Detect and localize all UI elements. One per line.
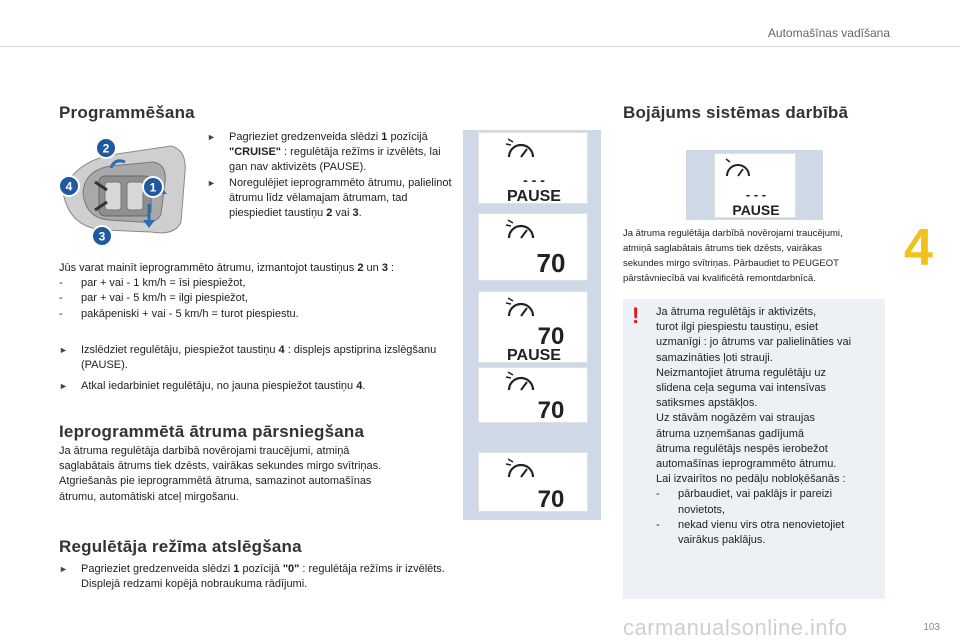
display-speed: 70 (537, 397, 565, 424)
speedometer-icon (506, 372, 533, 390)
off-title: Regulētāja režīma atslēgšana (59, 537, 302, 556)
display-status: PAUSE (507, 188, 561, 205)
chapter-number: 4 (904, 219, 933, 277)
bullet-arrow-icon: ► (207, 132, 216, 142)
step-1 (207, 130, 457, 176)
callout-3-icon (91, 225, 113, 252)
exceed-body: Ja ātruma regulētāja darbībā novērojami traucējumi, atmiņā saglabātais ātrums tiek dzēsts, vairākas sekundes mirgo svītriņas. Atgriešanās pie ieprogrammētā ātruma, samazinot automašīnas ātrumu, automātiski atceļ mirgošanu. (59, 445, 382, 503)
modify-item: - par + vai - 5 km/h = ilgi piespiežot, (59, 292, 248, 305)
off-step (59, 562, 454, 592)
step-2 (207, 176, 457, 222)
watermark: carmanualsonline.info (623, 615, 848, 640)
step-4-text: Atkal iedarbiniet regulētāju, no jauna piespiežot taustiņu 4. (81, 380, 366, 392)
display-status: PAUSE (507, 347, 561, 364)
display-2 (478, 213, 588, 281)
step-1-text: Pagrieziet gredzenveida slēdzi 1 pozīcijā "CRUISE" : regulētāja režīms ir izvēlēts, lai gan nav aktivizēts (PAUSE). (229, 131, 441, 174)
callout-4-icon (58, 175, 80, 202)
modify-intro: Jūs varat mainīt ieprogrammēto ātrumu, izmantojot taustiņus 2 un 3 : (59, 262, 395, 274)
display-3 (478, 291, 588, 363)
step-3 (59, 343, 439, 373)
modify-item: - pakāpeniski + vai - 5 km/h = turot piespiestu. (59, 307, 299, 320)
step-3-text: Izslēdziet regulētāju, piespiežot taustiņu 4 : displejs apstiprina izslēgšanu (PAUSE). (81, 344, 437, 372)
display-5 (478, 452, 588, 512)
display-1 (478, 132, 588, 204)
callout-2-label: 2 (102, 141, 110, 156)
warning-text: Ja ātruma regulētājs ir aktivizēts, turot ilgi piespiestu taustiņu, esiet uzmanīgi : jo ātrums var palielināties vai samazināties ļoti strauji. Neizmantojiet ātruma regulētāju uz slidena ceļa seguma vai intensīvas satiksmes apstākļos. Uz stāvām nogāzēm vai straujas ātruma uzņemšanas gadījumā ātruma regulētājs nespēs ierobežot automašīnas ieprogrammēto ātrumu. Lai izvairītos no pedāļu nobloķēšanās : - pārbaudiet, vai paklājs ir pareizi novietots, - nekad vienu virs otra nenovietojiet vairākus paklājus. (656, 305, 882, 548)
fault-body: Ja ātruma regulētāja darbībā novērojami traucējumi, atmiņā saglabātais ātrums tiek dzēsts, vairākas sekundes mirgo svītriņas. Pārbaudiet to PEUGEOT pārstāvniecībā vai kvalificētā remontdarbnīcā. (623, 228, 843, 284)
display-speed: 70 (537, 486, 565, 513)
callout-1-icon (142, 176, 164, 203)
section-header: Automašīnas vadīšana (767, 26, 890, 40)
speedometer-icon (506, 220, 533, 238)
off-step-text: Pagrieziet gredzenveida slēdzi 1 pozīcijā "0" : regulētāja režīms ir izvēlēts. Displejā redzami kopējā nobraukuma rādījumi. (81, 563, 445, 591)
warning-item: - nekad vienu virs otra nenovietojiet vairākus paklājus. (656, 518, 845, 547)
callout-4-label: 4 (65, 179, 73, 194)
display-4 (478, 367, 588, 423)
header-divider (0, 46, 960, 47)
bullet-arrow-icon: ► (59, 564, 68, 574)
programming-steps (207, 130, 457, 221)
modify-block (59, 261, 454, 322)
display-speed: - - - (523, 172, 545, 188)
step-2-text: Noregulējiet ieprogrammēto ātrumu, palielinot ātrumu līdz vēlamajam ātrumam, tad piespiediet taustiņu 2 vai 3. (229, 176, 452, 220)
speedometer-icon (506, 459, 533, 477)
display-speed: 70 (536, 248, 566, 278)
display-speed: - - - (745, 187, 767, 202)
display-speed: 70 (537, 323, 565, 350)
speedometer-icon (726, 159, 749, 176)
callout-1-label: 1 (149, 180, 157, 195)
fault-title: Bojājums sistēmas darbībā (623, 103, 849, 122)
warning-item: - pārbaudiet, vai paklājs ir pareizi novietots, (656, 488, 833, 516)
bullet-arrow-icon: ► (207, 177, 216, 188)
fault-display (714, 153, 796, 218)
bullet-arrow-icon: ► (59, 345, 68, 355)
step-4 (59, 379, 439, 394)
exceed-title: Ieprogrammētā ātruma pārsniegšana (59, 422, 365, 441)
bullet-arrow-icon: ► (59, 381, 68, 391)
modify-item: - par + vai - 1 km/h = īsi piespiežot, (59, 277, 246, 290)
speedometer-icon (506, 139, 533, 157)
callout-3-label: 3 (98, 229, 106, 244)
callout-2-icon (95, 137, 117, 164)
programming-title: Programmēšana (59, 103, 195, 122)
warning-exclamation-icon: ! (632, 303, 640, 328)
display-status: PAUSE (732, 202, 780, 218)
speedometer-icon (506, 298, 533, 316)
page-number: 103 (923, 622, 940, 633)
